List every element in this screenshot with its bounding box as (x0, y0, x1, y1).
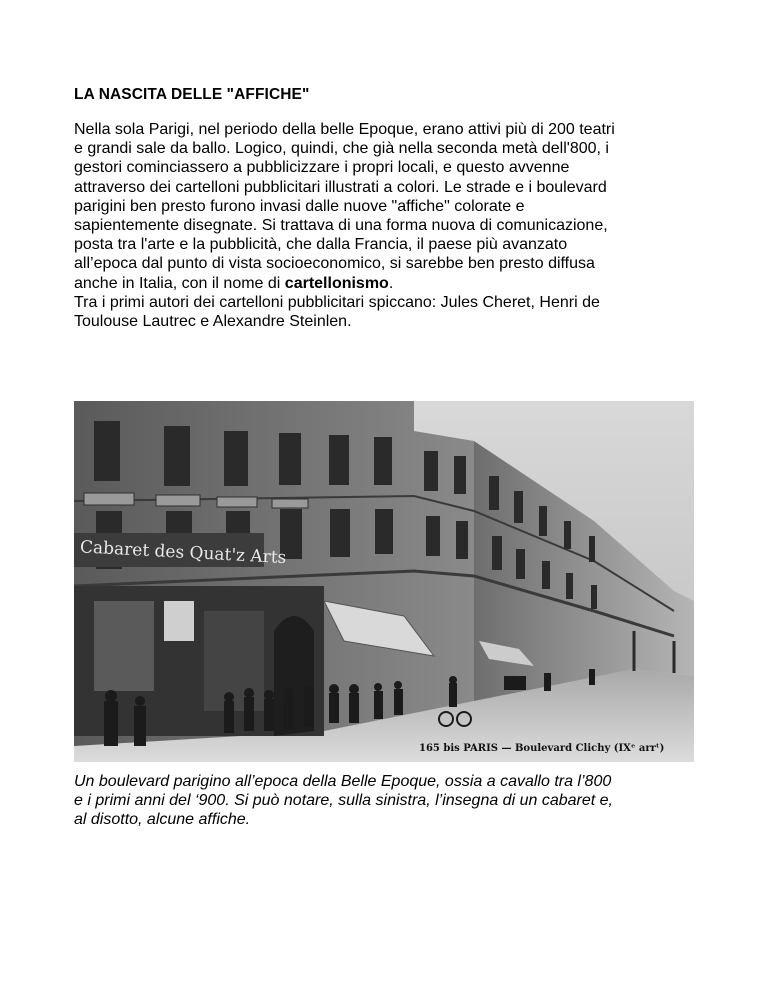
bold-term: cartellonismo (284, 274, 389, 292)
paragraph-line: all’epoca dal punto di vista socioeconomico, si sarebbe ben presto diffusa (74, 255, 595, 273)
paragraph-line: Tra i primi autori dei cartelloni pubblicitari spiccano: Jules Cheret, Henri de (74, 293, 600, 311)
paragraph-line: attraverso dei cartelloni pubblicitari illustrati a colori. Le strade e i boulevard (74, 178, 607, 196)
cabaret-sign: Cabaret des Quat'z Arts (79, 537, 287, 569)
photo-caption (74, 772, 694, 830)
body-paragraph (74, 120, 694, 331)
caption-line: al disotto, alcune affiche. (74, 811, 251, 829)
paragraph-line: parigini ben presto furono invasi dalle nuove "affiche" colorate e (74, 197, 525, 215)
caption-line: e i primi anni del ‘900. Si può notare, sulla sinistra, l’insegna di un cabaret e, (74, 792, 613, 810)
page-title: LA NASCITA DELLE "AFFICHE" (74, 86, 310, 103)
paragraph-line: gestori cominciassero a pubblicizzare i propri locali, e questo avvenne (74, 159, 570, 177)
paragraph-text: anche in Italia, con il nome di (74, 274, 285, 292)
paragraph-line: sapientemente disegnate. Si trattava di una forma nuova di comunicazione, (74, 217, 608, 235)
paragraph-line (74, 274, 694, 293)
paragraph-line: posta tra l'arte e la pubblicità, che dalla Francia, il paese più avanzato (74, 236, 568, 254)
paragraph-line: e grandi sale da ballo. Logico, quindi, che già nella seconda metà dell'800, i (74, 140, 609, 158)
postcard-caption: 165 bis PARIS — Boulevard Clichy (IXᵉ arrᵗ) (419, 743, 665, 754)
caption-line: Un boulevard parigino all’epoca della Belle Epoque, ossia a cavallo tra l’800 (74, 773, 612, 790)
paragraph-line: Nella sola Parigi, nel periodo della belle Epoque, erano attivi più di 200 teatri (74, 121, 615, 138)
boulevard-photo (74, 401, 694, 762)
paragraph-text: . (388, 274, 394, 292)
paragraph-line: Toulouse Lautrec e Alexandre Steinlen. (74, 313, 352, 331)
